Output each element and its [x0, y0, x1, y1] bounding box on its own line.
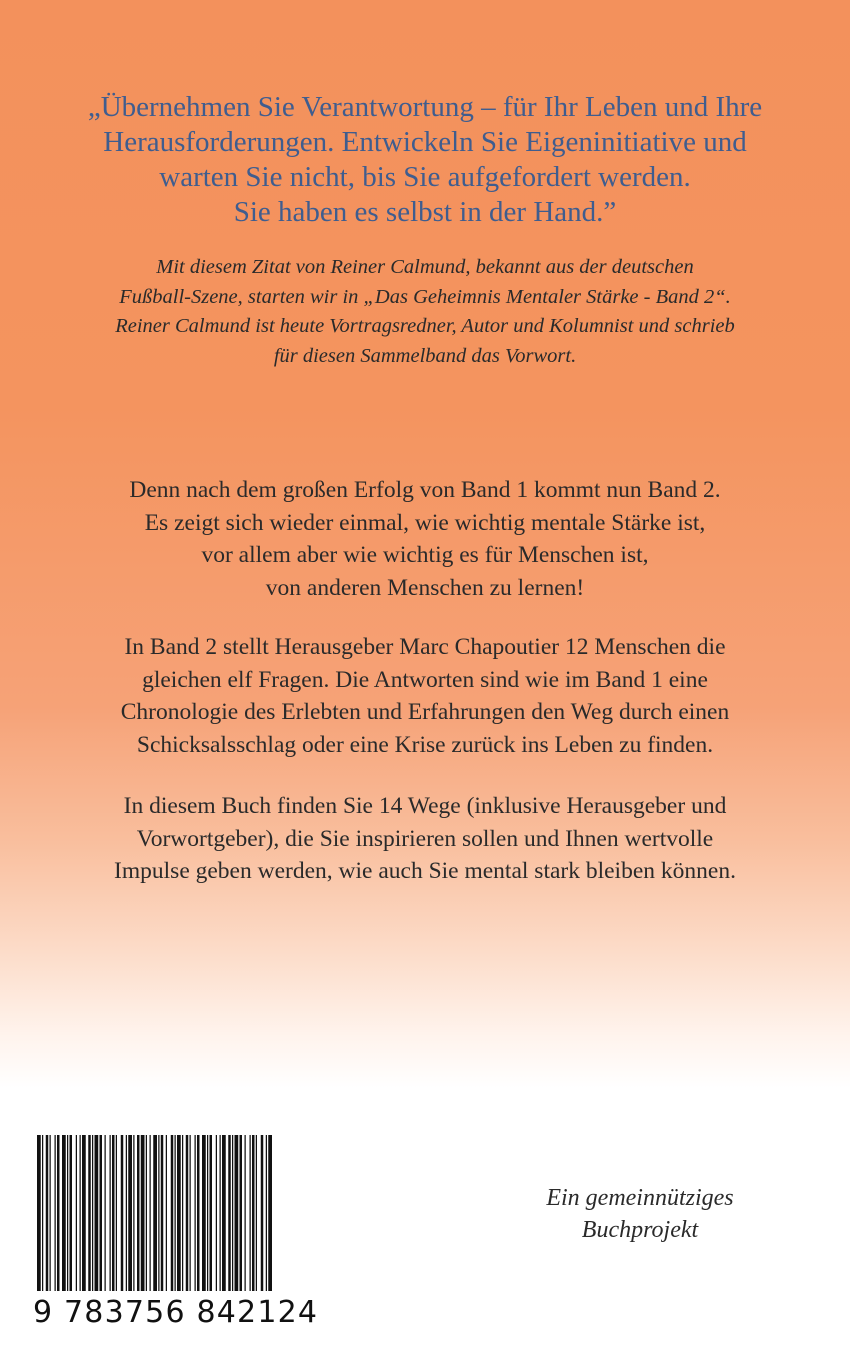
barcode-bar: [92, 1135, 93, 1291]
paragraph-line: Impulse geben werden, wie auch Sie mental stark bleiben können.: [114, 858, 736, 884]
barcode-bar: [105, 1135, 106, 1291]
intro-line: für diesen Sammelband das Vorwort.: [273, 344, 577, 367]
barcode-bar: [76, 1135, 77, 1291]
paragraph-line: In diesem Buch finden Sie 14 Wege (inklusive Herausgeber und: [123, 793, 727, 819]
barcode-bar: [153, 1135, 157, 1291]
barcode-bar: [250, 1135, 251, 1291]
barcode-bar: [42, 1135, 43, 1291]
barcode-bar: [190, 1135, 191, 1291]
barcode-bar: [195, 1135, 196, 1291]
quote-line: Herausforderungen. Entwickeln Sie Eigeninitiative und: [103, 126, 747, 158]
barcode-bar: [197, 1135, 200, 1291]
barcode-bar: [232, 1135, 233, 1291]
barcode-bar: [240, 1135, 243, 1291]
paragraph-line: In Band 2 stellt Herausgeber Marc Chapoutier 12 Menschen die: [124, 634, 726, 660]
barcode-bar: [141, 1135, 145, 1291]
barcode-bar: [256, 1135, 257, 1291]
barcode-bar: [228, 1135, 231, 1291]
barcode-bar: [202, 1135, 206, 1291]
barcode-bar: [220, 1135, 221, 1291]
barcode-bars: [33, 1133, 273, 1298]
barcode-bar: [112, 1135, 115, 1291]
intro-text: [0, 253, 850, 371]
barcode-bar: [182, 1135, 183, 1291]
paragraph-line: Vorwortgeber), die Sie inspirieren sollen und Ihnen wertvolle: [136, 825, 714, 852]
paragraph-line: Es zeigt sich wieder einmal, wie wichtig mentale Stärke ist,: [144, 509, 706, 536]
barcode-bar: [266, 1135, 267, 1291]
paragraph-line: gleichen elf Fragen. Die Antworten sind wie im Band 1 eine: [142, 666, 708, 693]
barcode-bar: [158, 1135, 159, 1291]
quote-line: Sie haben es selbst in der Hand.”: [233, 196, 617, 228]
barcode-bar: [166, 1135, 167, 1291]
barcode-bar: [67, 1135, 68, 1291]
paragraph-ways: [0, 790, 850, 888]
barcode-bar: [210, 1135, 213, 1291]
project-line: Buchprojekt: [581, 1217, 699, 1243]
barcode-bar: [133, 1135, 134, 1291]
barcode-bar: [121, 1135, 124, 1291]
quote-line: warten Sie nicht, bis Sie aufgefordert werden.: [159, 161, 691, 193]
project-line: Ein gemeinnütziges: [546, 1185, 734, 1211]
barcode-bar: [146, 1135, 147, 1291]
barcode-bar: [216, 1135, 217, 1291]
barcode-bar: [95, 1135, 99, 1291]
barcode-bar: [222, 1135, 226, 1291]
barcode-bar: [50, 1135, 51, 1291]
cover-quote: [0, 90, 850, 230]
barcode-bar: [252, 1135, 255, 1291]
barcode-bar: [175, 1135, 176, 1291]
project-note: [490, 1182, 790, 1246]
barcode-bar: [46, 1135, 49, 1291]
barcode-bar: [62, 1135, 66, 1291]
barcode-bar: [82, 1135, 86, 1291]
barcode-bar: [150, 1135, 151, 1291]
barcode-bar: [268, 1135, 272, 1291]
barcode-bar: [55, 1135, 56, 1291]
paragraph-line: Schicksalsschlag oder eine Krise zurück ins Leben zu finden.: [136, 731, 714, 758]
paragraph-questions: [0, 631, 850, 761]
barcode-bar: [100, 1135, 103, 1291]
barcode-bar: [261, 1135, 264, 1291]
isbn-barcode: [33, 1133, 319, 1330]
barcode-bar: [207, 1135, 208, 1291]
intro-line: Mit diesem Zitat von Reiner Calmund, bekannt aus der deutschen: [156, 256, 694, 278]
quote-line: „Übernehmen Sie Verantwortung – für Ihr Leben und Ihre: [87, 91, 763, 123]
barcode-bar: [110, 1135, 111, 1291]
barcode-bar: [128, 1135, 132, 1291]
barcode-bar: [126, 1135, 127, 1291]
isbn-number: 9 783756 842124: [33, 1295, 319, 1330]
barcode-bar: [186, 1135, 189, 1291]
barcode-bar: [88, 1135, 91, 1291]
paragraph-line: Denn nach dem großen Erfolg von Band 1 kommt nun Band 2.: [129, 477, 721, 503]
barcode-bar: [37, 1135, 41, 1291]
paragraph-line: Chronologie des Erlebten und Erfahrungen den Weg durch einen: [120, 699, 730, 725]
barcode-bar: [161, 1135, 164, 1291]
paragraph-line: vor allem aber wie wichtig es für Menschen ist,: [201, 542, 649, 568]
paragraph-band-two: [0, 474, 850, 604]
intro-line: Fußball-Szene, starten wir in „Das Geheimnis Mentaler Stärke - Band 2“.: [119, 285, 731, 308]
barcode-bar: [235, 1135, 239, 1291]
barcode-bar: [57, 1135, 60, 1291]
barcode-bar: [80, 1135, 81, 1291]
paragraph-line: von anderen Menschen zu lernen!: [265, 574, 585, 601]
barcode-bar: [116, 1135, 117, 1291]
barcode-bar: [171, 1135, 174, 1291]
intro-line: Reiner Calmund ist heute Vortragsredner, Autor und Kolumnist und schrieb: [115, 315, 735, 337]
barcode-bar: [245, 1135, 246, 1291]
barcode-bar: [177, 1135, 181, 1291]
barcode-bar: [137, 1135, 140, 1291]
barcode-bar: [70, 1135, 73, 1291]
